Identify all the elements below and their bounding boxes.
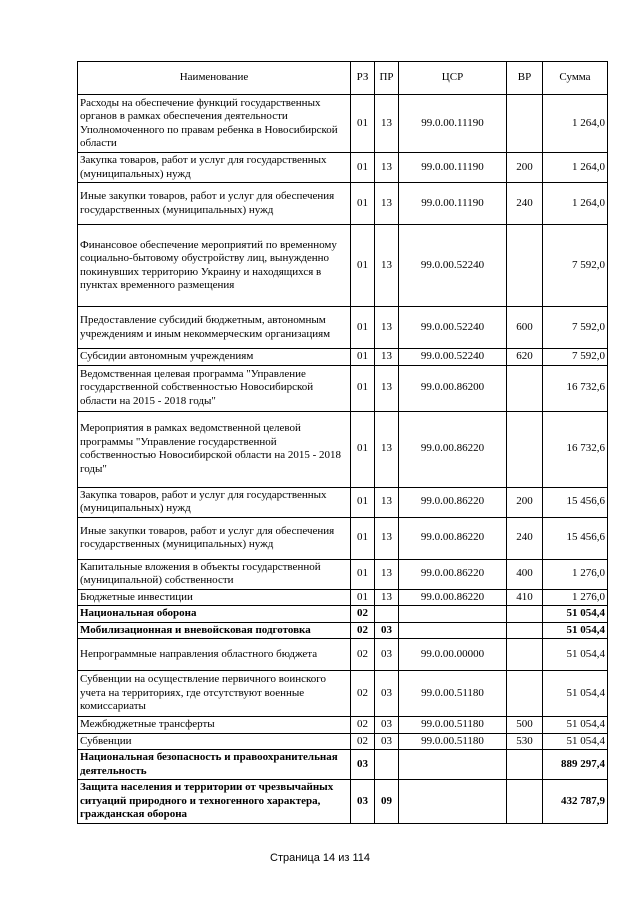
cell-csr: 99.0.00.52240	[399, 225, 507, 307]
cell-pr: 13	[375, 349, 399, 366]
cell-pr: 13	[375, 153, 399, 183]
cell-csr: 99.0.00.86200	[399, 365, 507, 411]
cell-rz: 01	[351, 487, 375, 517]
cell-sum: 51 054,4	[543, 671, 608, 717]
cell-sum: 51 054,4	[543, 733, 608, 750]
cell-vr: 600	[507, 307, 543, 349]
cell-rz: 01	[351, 153, 375, 183]
cell-vr: 500	[507, 717, 543, 734]
cell-csr	[399, 606, 507, 623]
cell-csr: 99.0.00.86220	[399, 589, 507, 606]
table-row	[78, 750, 608, 780]
cell-vr: 410	[507, 589, 543, 606]
cell-sum: 7 592,0	[543, 225, 608, 307]
cell-pr: 13	[375, 183, 399, 225]
cell-rz: 01	[351, 559, 375, 589]
table-row	[78, 411, 608, 487]
cell-name: Защита населения и территории от чрезвычайных ситуаций природного и техногенного характера, гражданская оборона	[78, 780, 351, 824]
cell-pr: 13	[375, 411, 399, 487]
cell-vr	[507, 225, 543, 307]
cell-rz: 01	[351, 589, 375, 606]
table-row	[78, 559, 608, 589]
table-row	[78, 153, 608, 183]
cell-csr: 99.0.00.86220	[399, 487, 507, 517]
cell-sum: 7 592,0	[543, 307, 608, 349]
table-row	[78, 589, 608, 606]
table-row	[78, 183, 608, 225]
cell-sum: 51 054,4	[543, 622, 608, 639]
cell-vr: 200	[507, 487, 543, 517]
table-row	[78, 639, 608, 671]
cell-name: Иные закупки товаров, работ и услуг для обеспечения государственных (муниципальных) нужд	[78, 517, 351, 559]
cell-csr: 99.0.00.00000	[399, 639, 507, 671]
cell-name: Национальная безопасность и правоохранительная деятельность	[78, 750, 351, 780]
cell-pr: 09	[375, 780, 399, 824]
cell-pr: 13	[375, 559, 399, 589]
cell-sum: 1 264,0	[543, 183, 608, 225]
cell-csr: 99.0.00.11190	[399, 183, 507, 225]
cell-vr: 200	[507, 153, 543, 183]
cell-csr: 99.0.00.52240	[399, 349, 507, 366]
cell-rz: 03	[351, 750, 375, 780]
cell-csr	[399, 622, 507, 639]
cell-csr	[399, 750, 507, 780]
cell-name: Мероприятия в рамках ведомственной целевой программы "Управление государственной собственностью Новосибирской области на 2015 - 2018 годы"	[78, 411, 351, 487]
cell-name: Предоставление субсидий бюджетным, автономным учреждениям и иным некоммерческим организациям	[78, 307, 351, 349]
cell-csr	[399, 780, 507, 824]
table-row	[78, 349, 608, 366]
cell-csr: 99.0.00.86220	[399, 517, 507, 559]
cell-name: Субвенции на осуществление первичного воинского учета на территориях, где отсутствуют военные комиссариаты	[78, 671, 351, 717]
cell-rz: 02	[351, 639, 375, 671]
cell-rz: 02	[351, 717, 375, 734]
cell-vr	[507, 606, 543, 623]
cell-pr: 03	[375, 717, 399, 734]
header-name: Наименование	[78, 62, 351, 95]
header-vr: ВР	[507, 62, 543, 95]
cell-pr: 03	[375, 622, 399, 639]
cell-name: Мобилизационная и вневойсковая подготовка	[78, 622, 351, 639]
header-pr: ПР	[375, 62, 399, 95]
cell-name: Финансовое обеспечение мероприятий по временному социально-бытовому обустройству лиц, вынужденно покинувших территорию Украину и находящихся в пунктах временного размещения	[78, 225, 351, 307]
cell-sum: 51 054,4	[543, 639, 608, 671]
cell-vr: 240	[507, 183, 543, 225]
cell-rz: 02	[351, 622, 375, 639]
table-row	[78, 517, 608, 559]
cell-csr: 99.0.00.52240	[399, 307, 507, 349]
cell-vr	[507, 750, 543, 780]
cell-sum: 16 732,6	[543, 365, 608, 411]
table-row	[78, 717, 608, 734]
cell-vr: 530	[507, 733, 543, 750]
cell-vr	[507, 671, 543, 717]
cell-pr: 13	[375, 225, 399, 307]
header-sum: Сумма	[543, 62, 608, 95]
cell-name: Закупка товаров, работ и услуг для государственных (муниципальных) нужд	[78, 153, 351, 183]
cell-sum: 51 054,4	[543, 606, 608, 623]
cell-name: Субвенции	[78, 733, 351, 750]
cell-name: Иные закупки товаров, работ и услуг для обеспечения государственных (муниципальных) нужд	[78, 183, 351, 225]
table-row	[78, 225, 608, 307]
table-header-row	[78, 62, 608, 95]
cell-rz: 01	[351, 183, 375, 225]
cell-csr: 99.0.00.51180	[399, 671, 507, 717]
cell-pr: 03	[375, 733, 399, 750]
cell-sum: 1 276,0	[543, 559, 608, 589]
cell-pr: 13	[375, 589, 399, 606]
cell-sum: 889 297,4	[543, 750, 608, 780]
cell-name: Непрограммные направления областного бюджета	[78, 639, 351, 671]
table-row	[78, 622, 608, 639]
header-rz: РЗ	[351, 62, 375, 95]
table-row	[78, 606, 608, 623]
cell-pr: 03	[375, 639, 399, 671]
cell-rz: 01	[351, 365, 375, 411]
cell-rz: 02	[351, 606, 375, 623]
cell-pr: 03	[375, 671, 399, 717]
cell-rz: 01	[351, 225, 375, 307]
cell-csr: 99.0.00.51180	[399, 717, 507, 734]
cell-vr	[507, 780, 543, 824]
cell-rz: 01	[351, 411, 375, 487]
cell-csr: 99.0.00.51180	[399, 733, 507, 750]
table-row	[78, 307, 608, 349]
cell-sum: 432 787,9	[543, 780, 608, 824]
budget-table	[77, 61, 608, 824]
cell-vr	[507, 365, 543, 411]
cell-vr	[507, 622, 543, 639]
cell-pr: 13	[375, 365, 399, 411]
cell-rz: 01	[351, 517, 375, 559]
cell-rz: 02	[351, 733, 375, 750]
cell-pr: 13	[375, 95, 399, 153]
cell-csr: 99.0.00.86220	[399, 559, 507, 589]
header-csr: ЦСР	[399, 62, 507, 95]
cell-vr	[507, 95, 543, 153]
cell-vr: 620	[507, 349, 543, 366]
cell-pr	[375, 606, 399, 623]
cell-sum: 1 264,0	[543, 95, 608, 153]
cell-csr: 99.0.00.11190	[399, 153, 507, 183]
cell-csr: 99.0.00.86220	[399, 411, 507, 487]
table-row	[78, 780, 608, 824]
cell-sum: 15 456,6	[543, 517, 608, 559]
cell-vr: 240	[507, 517, 543, 559]
table-row	[78, 95, 608, 153]
cell-name: Закупка товаров, работ и услуг для государственных (муниципальных) нужд	[78, 487, 351, 517]
cell-sum: 1 276,0	[543, 589, 608, 606]
table-row	[78, 365, 608, 411]
cell-sum: 15 456,6	[543, 487, 608, 517]
cell-vr	[507, 639, 543, 671]
table-row	[78, 733, 608, 750]
cell-name: Ведомственная целевая программа "Управление государственной собственностью Новосибирской области на 2015 - 2018 годы"	[78, 365, 351, 411]
table-row	[78, 487, 608, 517]
cell-name: Межбюджетные трансферты	[78, 717, 351, 734]
cell-rz: 02	[351, 671, 375, 717]
cell-name: Бюджетные инвестиции	[78, 589, 351, 606]
cell-pr: 13	[375, 517, 399, 559]
cell-name: Субсидии автономным учреждениям	[78, 349, 351, 366]
cell-vr: 400	[507, 559, 543, 589]
cell-sum: 7 592,0	[543, 349, 608, 366]
cell-sum: 1 264,0	[543, 153, 608, 183]
cell-rz: 01	[351, 95, 375, 153]
cell-sum: 16 732,6	[543, 411, 608, 487]
cell-pr: 13	[375, 307, 399, 349]
cell-rz: 03	[351, 780, 375, 824]
page-footer: Страница 14 из 114	[270, 852, 370, 864]
cell-csr: 99.0.00.11190	[399, 95, 507, 153]
cell-vr	[507, 411, 543, 487]
cell-name: Капитальные вложения в объекты государственной (муниципальной) собственности	[78, 559, 351, 589]
cell-name: Расходы на обеспечение функций государственных органов в рамках обеспечения деятельности Уполномоченного по правам ребенка в Новосибирской области	[78, 95, 351, 153]
cell-rz: 01	[351, 307, 375, 349]
cell-name: Национальная оборона	[78, 606, 351, 623]
cell-rz: 01	[351, 349, 375, 366]
cell-pr: 13	[375, 487, 399, 517]
cell-sum: 51 054,4	[543, 717, 608, 734]
table-row	[78, 671, 608, 717]
cell-pr	[375, 750, 399, 780]
